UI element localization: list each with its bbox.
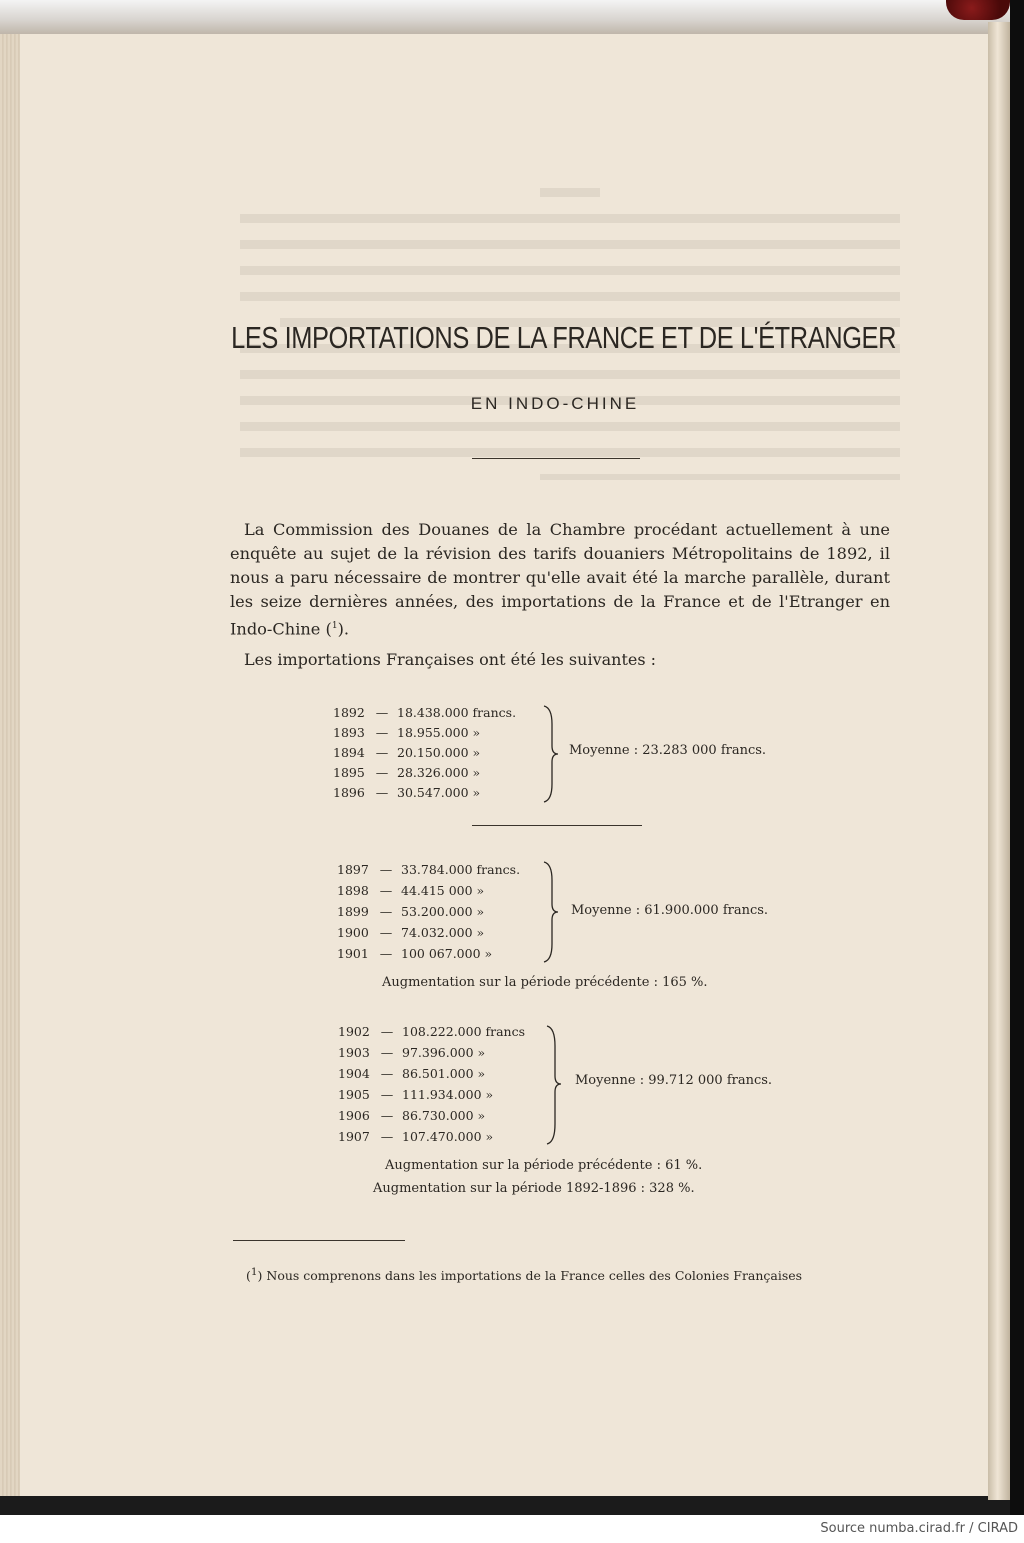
- year-cell: 1902: [338, 1024, 370, 1039]
- year-cell: 1897: [337, 862, 369, 877]
- dash-cell: —: [380, 1045, 394, 1060]
- dash-cell: —: [375, 705, 389, 720]
- dash-cell: —: [379, 946, 393, 961]
- dash-cell: —: [375, 785, 389, 800]
- year-cell: 1895: [333, 765, 365, 780]
- value-cell: 20.150.000 »: [397, 745, 481, 760]
- increase-note-2: Augmentation sur la période précédente : 165 %.: [382, 975, 708, 990]
- page-subtitle: EN INDO-CHINE: [470, 394, 640, 413]
- table-row: [333, 785, 480, 805]
- table-row: [338, 1066, 485, 1086]
- increase-note-3: Augmentation sur la période précédente : 61 %.: [385, 1158, 703, 1173]
- footnote: ($^1$) Nous comprenons dans les importations de la France celles des Colonies Françaises: [246, 1266, 803, 1284]
- value-cell: 108.222.000 francs: [402, 1024, 526, 1039]
- curly-brace-3: [543, 1024, 563, 1146]
- value-cell: 111.934.000 »: [402, 1087, 494, 1102]
- value-cell: 30.547.000 »: [397, 785, 481, 800]
- dash-cell: —: [380, 1129, 394, 1144]
- value-cell: 107.470.000 »: [402, 1129, 494, 1144]
- table-row: [333, 765, 480, 785]
- table-row: [337, 925, 484, 945]
- curly-brace-2: [540, 860, 560, 964]
- intro-paragraph: [230, 518, 890, 641]
- year-cell: 1901: [337, 946, 369, 961]
- table-row: [338, 1129, 493, 1149]
- footnote-divider: [233, 1240, 405, 1241]
- title-divider: [472, 458, 640, 459]
- intro-paragraph-end: ).: [337, 619, 350, 639]
- table-row: [337, 883, 484, 903]
- dash-cell: —: [379, 862, 393, 877]
- value-cell: 18.438.000 francs.: [397, 705, 517, 720]
- footnote-reference: 1: [331, 621, 338, 631]
- average-1: Moyenne : 23.283 000 francs.: [569, 743, 767, 758]
- year-cell: 1904: [338, 1066, 370, 1081]
- year-cell: 1905: [338, 1087, 370, 1102]
- table-row: [337, 946, 492, 966]
- table-row: [338, 1024, 525, 1044]
- year-cell: 1896: [333, 785, 365, 800]
- year-cell: 1899: [337, 904, 369, 919]
- value-cell: 28.326.000 »: [397, 765, 481, 780]
- average-3: Moyenne : 99.712 000 francs.: [575, 1073, 773, 1088]
- list-intro: Les importations Françaises ont été les suivantes :: [244, 650, 657, 669]
- year-cell: 1892: [333, 705, 365, 720]
- table-row: [337, 862, 520, 882]
- year-cell: 1900: [337, 925, 369, 940]
- dash-cell: —: [380, 1066, 394, 1081]
- table-row: [337, 904, 484, 924]
- page-top-strip: [0, 0, 1024, 34]
- increase-note-first-period: Augmentation sur la période 1892-1896 : 328 %.: [373, 1181, 695, 1196]
- average-2: Moyenne : 61.900.000 francs.: [571, 903, 769, 918]
- table-row: [333, 745, 480, 765]
- dash-cell: —: [380, 1087, 394, 1102]
- curly-brace-1: [540, 704, 560, 804]
- table-row: [338, 1087, 493, 1107]
- value-cell: 100 067.000 »: [401, 946, 493, 961]
- bookmark-ribbon: [946, 0, 1010, 20]
- value-cell: 74.032.000 »: [401, 925, 485, 940]
- footnote-marker: 1: [250, 1266, 258, 1278]
- dash-cell: —: [375, 745, 389, 760]
- dash-cell: —: [380, 1024, 394, 1039]
- page-edges-left: [0, 34, 20, 1496]
- year-cell: 1906: [338, 1108, 370, 1123]
- period-divider: [472, 825, 642, 826]
- dash-cell: —: [379, 904, 393, 919]
- year-cell: 1903: [338, 1045, 370, 1060]
- value-cell: 18.955.000 »: [397, 725, 481, 740]
- year-cell: 1907: [338, 1129, 370, 1144]
- year-cell: 1894: [333, 745, 365, 760]
- footnote-text: Nous comprenons dans les importations de la France celles des Colonies Françaises: [266, 1268, 803, 1284]
- dash-cell: —: [379, 925, 393, 940]
- dash-cell: —: [375, 765, 389, 780]
- book-binding: [1010, 0, 1024, 1515]
- value-cell: 44.415 000 »: [401, 883, 485, 898]
- page-edge-right: [988, 22, 1012, 1500]
- page-title: LES IMPORTATIONS DE LA FRANCE ET DE L'ÉTRANGER: [231, 320, 897, 355]
- value-cell: 33.784.000 francs.: [401, 862, 521, 877]
- intro-paragraph-text: La Commission des Douanes de la Chambre procédant actuellement à une enquête au sujet de la révision des tarifs douaniers Métropolitains de 1892, il nous a paru nécessaire de montrer qu'elle avait été la marche parallèle, durant les seize dernières années, des importations de la France et de l'Etranger en Indo-Chine (: [230, 520, 890, 639]
- value-cell: 86.730.000 »: [402, 1108, 486, 1123]
- table-row: [333, 725, 480, 745]
- dash-cell: —: [375, 725, 389, 740]
- table-row: [338, 1045, 485, 1065]
- value-cell: 86.501.000 »: [402, 1066, 486, 1081]
- table-row: [333, 705, 516, 725]
- year-cell: 1898: [337, 883, 369, 898]
- value-cell: 97.396.000 »: [402, 1045, 486, 1060]
- table-row: [338, 1108, 485, 1128]
- dash-cell: —: [379, 883, 393, 898]
- dash-cell: —: [380, 1108, 394, 1123]
- value-cell: 53.200.000 »: [401, 904, 485, 919]
- year-cell: 1893: [333, 725, 365, 740]
- source-credit: Source numba.cirad.fr / CIRAD: [820, 1521, 1018, 1536]
